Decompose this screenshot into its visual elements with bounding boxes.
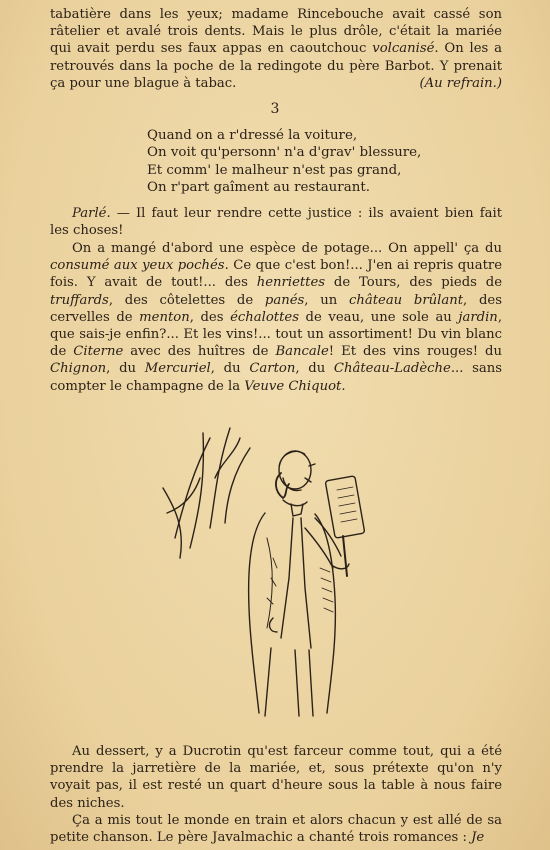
- text-segment: Chignon: [50, 361, 107, 377]
- verse-line: On voit qu'personn' n'a d'grav' blessure,: [147, 145, 422, 161]
- text-segment: , du: [295, 361, 334, 377]
- text-segment: Je: [471, 830, 485, 846]
- text-segment: Veuve Chiquot: [244, 378, 342, 394]
- text-segment: panés: [264, 292, 305, 308]
- verse-block: [147, 127, 421, 197]
- man-reading-menu-illustration: [155, 418, 395, 720]
- verse-number: 3: [270, 101, 280, 117]
- text-segment: ! Et des vins rouges! du: [328, 344, 502, 360]
- top-paragraph: [50, 6, 502, 92]
- text-segment: consumé aux yeux pochés: [50, 258, 225, 274]
- text-segment: henriettes: [256, 275, 326, 291]
- text-segment: , du: [106, 361, 145, 377]
- parle-label: Parlé.: [72, 206, 111, 221]
- text-segment: Citerne: [73, 344, 124, 360]
- last-paragraph: [50, 812, 502, 846]
- text-segment: tabatière dans les yeux; madame Rincebouche avait cassé son râtelier et avalé trois dents. Mais le plus drôle, c'était la mariée qui avait perdu ses faux appas en caoutchouc: [50, 7, 502, 57]
- text-segment: . On les a retrouvés dans la poche de la redingote du père Barbot. Y prenait ça pour une blague à tabac.: [50, 41, 502, 91]
- text-segment: Château-Ladèche: [333, 361, 451, 377]
- text-segment: , des côtelettes de: [108, 292, 265, 308]
- text-segment: Bancale: [275, 344, 329, 360]
- text-segment: Ça a mis tout le monde en train et alors chacun y est allé de sa petite chanson. Le père Javalmachic a chanté trois romances :: [50, 813, 502, 846]
- verse-line: Quand on a r'dressé la voiture,: [147, 128, 358, 143]
- refrain-note: (Au refrain.): [419, 75, 502, 91]
- text-segment: truffards: [50, 292, 109, 308]
- text-segment: de veau, une sole au: [298, 309, 459, 325]
- text-segment: , des cervelles de: [50, 292, 503, 325]
- parle-paragraph: [50, 205, 502, 239]
- text-segment: On a mangé d'abord une espèce de potage... On appell' ça du: [72, 241, 502, 256]
- text-segment: Mercuriel: [144, 361, 211, 377]
- parle-text: — Il faut leur rendre cette justice : ils avaient bien fait les choses!: [50, 206, 502, 239]
- text-segment: ... sans compter le champagne de la: [50, 361, 503, 394]
- verse-line: Et comm' le malheur n'est pas grand,: [147, 162, 402, 178]
- text-segment: , du: [210, 361, 250, 377]
- text-segment: de Tours, des pieds de: [325, 275, 503, 291]
- dessert-paragraph: Au dessert, y a Ducrotin qu'est farceur comme tout, qui a été prendre la jarretière de la mariée, et, sous prétexte qu'on n'y voyait pas, il est resté un quart d'heure sous la table à nous faire des niches.: [50, 744, 502, 811]
- text-segment: Carton: [249, 361, 296, 377]
- text-segment: volcanisé: [372, 41, 435, 57]
- text-segment: , que sais-je enfin?... Et les vins!... tout un assortiment! Du vin blanc de: [50, 309, 503, 360]
- text-segment: .: [341, 378, 346, 394]
- verse-line: On r'part gaîment au restaurant.: [147, 180, 370, 196]
- text-segment: avec des huîtres de: [123, 344, 276, 360]
- text-segment: échalottes: [230, 309, 299, 325]
- text-segment: menton: [139, 309, 190, 325]
- text-segment: , des: [189, 309, 231, 325]
- text-segment: jardin: [458, 309, 498, 325]
- menu-paragraph: [50, 240, 502, 395]
- text-segment: . Ce que c'est bon!... J'en ai repris quatre fois. Y avait de tout!... des: [50, 258, 503, 291]
- text-segment: , un: [304, 292, 349, 308]
- text-segment: château brûlant: [348, 292, 464, 308]
